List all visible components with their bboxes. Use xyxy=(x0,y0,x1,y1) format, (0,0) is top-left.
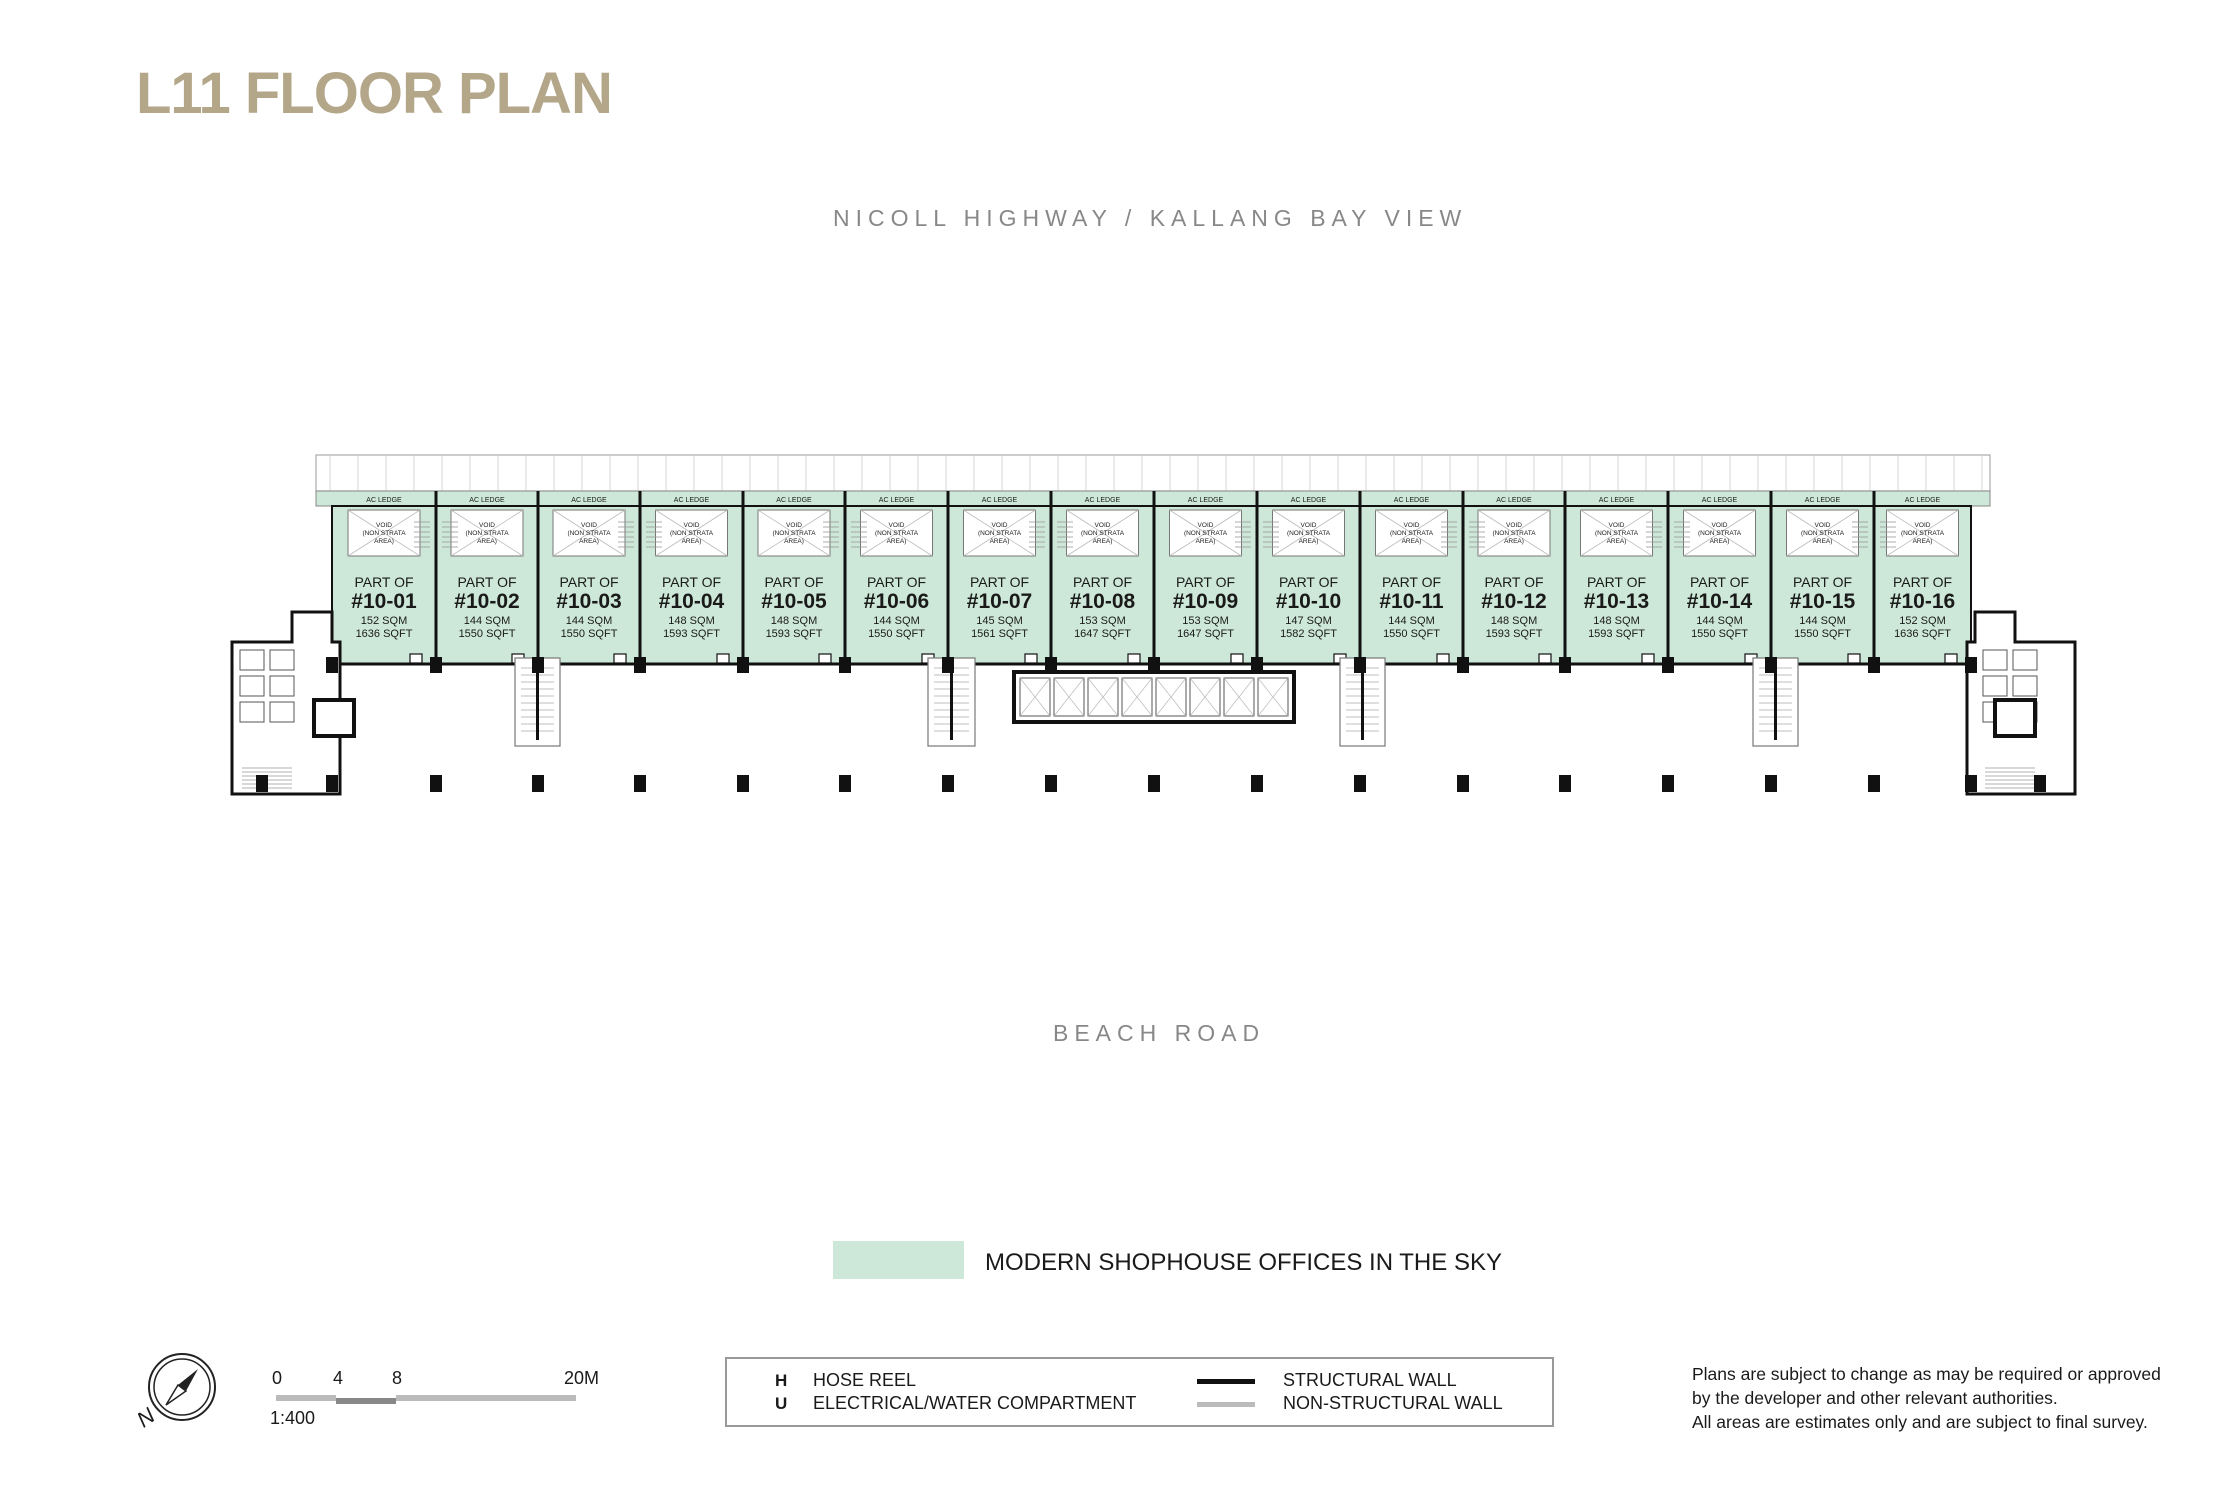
column xyxy=(1251,775,1263,792)
void-label: AREA) xyxy=(784,538,804,545)
ac-ledge-label: AC LEDGE xyxy=(366,497,402,504)
scale-segment-2 xyxy=(336,1398,396,1404)
unit-part-of-label: PART OF xyxy=(1586,574,1647,590)
ac-ledge-label: AC LEDGE xyxy=(1701,497,1738,504)
void-label: (NON STRATA xyxy=(1286,530,1331,537)
void-label: VOID xyxy=(1094,522,1111,529)
disclaimer xyxy=(1692,1362,2212,1434)
column xyxy=(1045,657,1057,673)
column xyxy=(737,775,749,792)
legend-label: MODERN SHOPHOUSE OFFICES IN THE SKY xyxy=(985,1249,1502,1276)
hose-reel-box xyxy=(1539,654,1551,663)
compass-north-label: N xyxy=(131,1402,160,1433)
void-label: (NON STRATA xyxy=(567,530,611,537)
column xyxy=(839,657,851,673)
column xyxy=(737,657,749,673)
scale-segment-1 xyxy=(276,1395,336,1401)
scale-tick-20: 20M xyxy=(564,1368,600,1388)
unit-area-sqft: 1561 SQFT xyxy=(971,628,1028,640)
unit-part-of-label: PART OF xyxy=(559,574,619,590)
unit-number: #10-13 xyxy=(1583,590,1650,613)
unit-area-sqm: 145 SQM xyxy=(976,615,1023,627)
key-label-electrical: ELECTRICAL/WATER COMPARTMENT xyxy=(813,1393,1137,1413)
unit-area-sqft: 1550 SQFT xyxy=(1383,628,1440,640)
ac-ledge-label: AC LEDGE xyxy=(981,497,1018,504)
column xyxy=(1559,657,1571,673)
unit-number: #10-12 xyxy=(1481,590,1547,613)
ac-ledge-label: AC LEDGE xyxy=(776,497,812,504)
unit-area-sqm: 144 SQM xyxy=(1696,615,1743,627)
unit-area-sqft: 1550 SQFT xyxy=(1794,628,1851,640)
unit-area-sqft: 1647 SQFT xyxy=(1177,628,1234,640)
disclaimer-line: Plans are subject to change as may be required or approved xyxy=(1692,1364,2161,1384)
void-label: AREA) xyxy=(1812,538,1833,545)
column xyxy=(1662,657,1674,673)
unit-area-sqm: 144 SQM xyxy=(463,615,511,627)
unit-number: #10-01 xyxy=(351,590,417,613)
void-label: (NON STRATA xyxy=(1080,530,1125,537)
void-label: (NON STRATA xyxy=(874,530,919,537)
key-symbol-hose: H xyxy=(775,1371,788,1390)
void-label: VOID xyxy=(479,522,495,529)
void-label: AREA) xyxy=(1195,538,1216,545)
void-label: AREA) xyxy=(989,538,1010,545)
unit-number: #10-06 xyxy=(863,590,930,613)
core-room xyxy=(2013,676,2037,696)
void-label: (NON STRATA xyxy=(1492,530,1536,537)
core-room xyxy=(1983,676,2007,696)
core-room xyxy=(240,702,264,722)
column xyxy=(634,657,646,673)
void-label: VOID xyxy=(991,522,1008,529)
void-label: VOID xyxy=(1914,522,1931,529)
core-room xyxy=(270,650,294,670)
void-label: VOID xyxy=(786,522,802,529)
ac-ledge-label: AC LEDGE xyxy=(1496,497,1532,504)
unit-area-sqm: 148 SQM xyxy=(668,615,715,627)
road-label-bottom: BEACH ROAD xyxy=(1053,1020,1266,1046)
unit-number: #10-07 xyxy=(966,590,1033,613)
void-label: (NON STRATA xyxy=(977,530,1022,537)
hose-reel-box xyxy=(1642,654,1654,663)
unit-part-of-label: PART OF xyxy=(1892,574,1953,590)
column xyxy=(634,775,646,792)
ac-ledge-label: AC LEDGE xyxy=(1393,497,1430,504)
void-label: AREA) xyxy=(477,538,497,545)
ac-ledge-label: AC LEDGE xyxy=(673,497,710,504)
unit-part-of-label: PART OF xyxy=(1072,574,1133,590)
ac-ledge-label: AC LEDGE xyxy=(1904,497,1941,504)
column xyxy=(1868,775,1880,792)
central-lift-lobby xyxy=(1014,672,1294,722)
void-label: AREA) xyxy=(1606,538,1627,545)
ac-ledge-label: AC LEDGE xyxy=(1290,497,1327,504)
key-box xyxy=(725,1357,1554,1427)
core-room xyxy=(240,676,264,696)
unit-part-of-label: PART OF xyxy=(661,574,722,590)
column xyxy=(1965,775,1977,792)
void-label: VOID xyxy=(888,522,905,529)
unit-part-of-label: PART OF xyxy=(1792,574,1853,590)
unit-part-of-label: PART OF xyxy=(1175,574,1236,590)
void-label: AREA) xyxy=(681,538,702,545)
scale-ratio: 1:400 xyxy=(270,1408,316,1428)
column xyxy=(1559,775,1571,792)
key-symbol-electrical: U xyxy=(775,1394,788,1413)
unit-number: #10-08 xyxy=(1069,590,1136,613)
unit-area-sqft: 1550 SQFT xyxy=(868,628,925,640)
core-room xyxy=(270,676,294,696)
column xyxy=(1868,657,1880,673)
void-label: (NON STRATA xyxy=(669,530,714,537)
hose-reel-box xyxy=(1025,654,1037,663)
core-room xyxy=(270,702,294,722)
hose-reel-box xyxy=(1848,654,1860,663)
column xyxy=(1662,775,1674,792)
scale-tick-4: 4 xyxy=(333,1368,344,1388)
unit-number: #10-15 xyxy=(1789,590,1856,613)
void-label: AREA) xyxy=(1504,538,1524,545)
unit-area-sqm: 153 SQM xyxy=(1079,615,1126,627)
ac-ledge-label: AC LEDGE xyxy=(1804,497,1841,504)
scale-tick-0: 0 xyxy=(272,1368,283,1388)
unit-area-sqft: 1593 SQFT xyxy=(663,628,720,640)
unit-area-sqft: 1582 SQFT xyxy=(1280,628,1337,640)
unit-part-of-label: PART OF xyxy=(457,574,517,590)
unit-number: #10-10 xyxy=(1275,590,1342,613)
unit-number: #10-03 xyxy=(556,590,622,613)
column xyxy=(1148,657,1160,673)
unit-area-sqft: 1550 SQFT xyxy=(560,628,618,640)
disclaimer-line: by the developer and other relevant authorities. xyxy=(1692,1388,2058,1408)
unit-area-sqft: 1593 SQFT xyxy=(1485,628,1543,640)
unit-part-of-label: PART OF xyxy=(764,574,824,590)
unit-number: #10-16 xyxy=(1889,590,1956,613)
hose-reel-box xyxy=(1945,654,1957,663)
unit-number: #10-14 xyxy=(1686,590,1753,613)
unit-area-sqm: 152 SQM xyxy=(1899,615,1946,627)
unit-area-sqft: 1550 SQFT xyxy=(458,628,516,640)
unit-area-sqft: 1550 SQFT xyxy=(1691,628,1748,640)
unit-area-sqm: 144 SQM xyxy=(1388,615,1435,627)
column xyxy=(430,657,442,673)
column xyxy=(2034,775,2046,792)
non-structural-wall-swatch xyxy=(1197,1402,1255,1407)
column xyxy=(1457,657,1469,673)
column xyxy=(532,657,544,673)
unit-area-sqm: 148 SQM xyxy=(1593,615,1640,627)
void-label: AREA) xyxy=(1401,538,1422,545)
ac-ledge-label: AC LEDGE xyxy=(1598,497,1635,504)
void-label: (NON STRATA xyxy=(772,530,816,537)
void-label: VOID xyxy=(1608,522,1625,529)
unit-area-sqm: 152 SQM xyxy=(360,615,408,627)
legend-swatch xyxy=(833,1241,964,1279)
column xyxy=(1765,657,1777,673)
void-label: VOID xyxy=(683,522,700,529)
void-label: VOID xyxy=(376,522,392,529)
void-label: VOID xyxy=(1814,522,1831,529)
page-title: L11 FLOOR PLAN xyxy=(136,61,612,126)
unit-part-of-label: PART OF xyxy=(866,574,927,590)
column xyxy=(256,775,268,792)
void-label: AREA) xyxy=(1092,538,1113,545)
key-label-non-structural: NON-STRUCTURAL WALL xyxy=(1283,1393,1503,1413)
unit-part-of-label: PART OF xyxy=(354,574,414,590)
void-label: VOID xyxy=(1506,522,1522,529)
hose-reel-box xyxy=(1231,654,1243,663)
core-shaft xyxy=(314,700,354,736)
void-label: VOID xyxy=(1711,522,1728,529)
hose-reel-box xyxy=(717,654,729,663)
unit-number: #10-05 xyxy=(761,590,827,613)
hose-reel-box xyxy=(1128,654,1140,663)
unit-area-sqm: 144 SQM xyxy=(1799,615,1846,627)
void-label: VOID xyxy=(1403,522,1420,529)
column xyxy=(1045,775,1057,792)
hose-reel-box xyxy=(410,654,422,663)
column xyxy=(942,775,954,792)
column xyxy=(1354,775,1366,792)
void-label: AREA) xyxy=(1298,538,1319,545)
unit-area-sqft: 1636 SQFT xyxy=(1894,628,1951,640)
scale-tick-8: 8 xyxy=(392,1368,403,1388)
void-label: AREA) xyxy=(579,538,599,545)
key-label-hose: HOSE REEL xyxy=(813,1370,917,1390)
unit-area-sqft: 1593 SQFT xyxy=(1588,628,1645,640)
scale-bar xyxy=(270,1368,610,1428)
key-label-structural: STRUCTURAL WALL xyxy=(1283,1370,1457,1390)
void-label: (NON STRATA xyxy=(1389,530,1434,537)
ac-ledge-label: AC LEDGE xyxy=(1084,497,1121,504)
unit-number: #10-09 xyxy=(1172,590,1239,613)
core-room xyxy=(1983,650,2007,670)
unit-part-of-label: PART OF xyxy=(969,574,1030,590)
void-label: (NON STRATA xyxy=(1900,530,1945,537)
void-label: AREA) xyxy=(1912,538,1933,545)
void-label: AREA) xyxy=(1709,538,1730,545)
column xyxy=(1765,775,1777,792)
column xyxy=(430,775,442,792)
unit-area-sqft: 1647 SQFT xyxy=(1074,628,1131,640)
ac-ledge-label: AC LEDGE xyxy=(1187,497,1224,504)
unit-area-sqm: 144 SQM xyxy=(565,615,613,627)
unit-area-sqm: 153 SQM xyxy=(1182,615,1229,627)
void-label: (NON STRATA xyxy=(1697,530,1742,537)
void-label: AREA) xyxy=(374,538,394,545)
column xyxy=(326,657,338,673)
column xyxy=(326,775,338,792)
void-label: VOID xyxy=(581,522,597,529)
column xyxy=(1965,657,1977,673)
column xyxy=(839,775,851,792)
unit-number: #10-02 xyxy=(454,590,520,613)
unit-area-sqm: 144 SQM xyxy=(873,615,920,627)
hose-reel-box xyxy=(819,654,831,663)
right-core xyxy=(1967,612,2075,794)
unit-area-sqft: 1636 SQFT xyxy=(355,628,413,640)
core-room xyxy=(240,650,264,670)
void-label: (NON STRATA xyxy=(465,530,509,537)
road-label-top: NICOLL HIGHWAY / KALLANG BAY VIEW xyxy=(833,205,1468,231)
unit-area-sqm: 148 SQM xyxy=(770,615,818,627)
planter-strip xyxy=(316,455,1990,491)
column xyxy=(1148,775,1160,792)
void-label: (NON STRATA xyxy=(362,530,406,537)
ac-ledge-label: AC LEDGE xyxy=(469,497,505,504)
ac-ledge-label: AC LEDGE xyxy=(878,497,915,504)
column xyxy=(942,657,954,673)
column xyxy=(1457,775,1469,792)
column xyxy=(532,775,544,792)
unit-part-of-label: PART OF xyxy=(1381,574,1442,590)
unit-part-of-label: PART OF xyxy=(1484,574,1544,590)
hose-reel-box xyxy=(614,654,626,663)
void-label: VOID xyxy=(1300,522,1317,529)
void-label: (NON STRATA xyxy=(1594,530,1639,537)
scale-segment-3 xyxy=(396,1395,576,1401)
unit-area-sqm: 148 SQM xyxy=(1490,615,1538,627)
column xyxy=(1354,657,1366,673)
unit-part-of-label: PART OF xyxy=(1689,574,1750,590)
void-label: (NON STRATA xyxy=(1800,530,1845,537)
unit-part-of-label: PART OF xyxy=(1278,574,1339,590)
void-label: AREA) xyxy=(886,538,907,545)
unit-number: #10-04 xyxy=(658,590,725,613)
unit-area-sqm: 147 SQM xyxy=(1285,615,1332,627)
disclaimer-line: All areas are estimates only and are subject to final survey. xyxy=(1692,1412,2148,1432)
unit-number: #10-11 xyxy=(1379,590,1444,613)
unit-area-sqft: 1593 SQFT xyxy=(765,628,823,640)
core-shaft xyxy=(1995,700,2035,736)
structural-wall-swatch xyxy=(1197,1379,1255,1384)
void-label: (NON STRATA xyxy=(1183,530,1228,537)
hose-reel-box xyxy=(1437,654,1449,663)
column xyxy=(1251,657,1263,673)
ac-ledge-label: AC LEDGE xyxy=(571,497,607,504)
void-label: VOID xyxy=(1197,522,1214,529)
core-room xyxy=(2013,650,2037,670)
